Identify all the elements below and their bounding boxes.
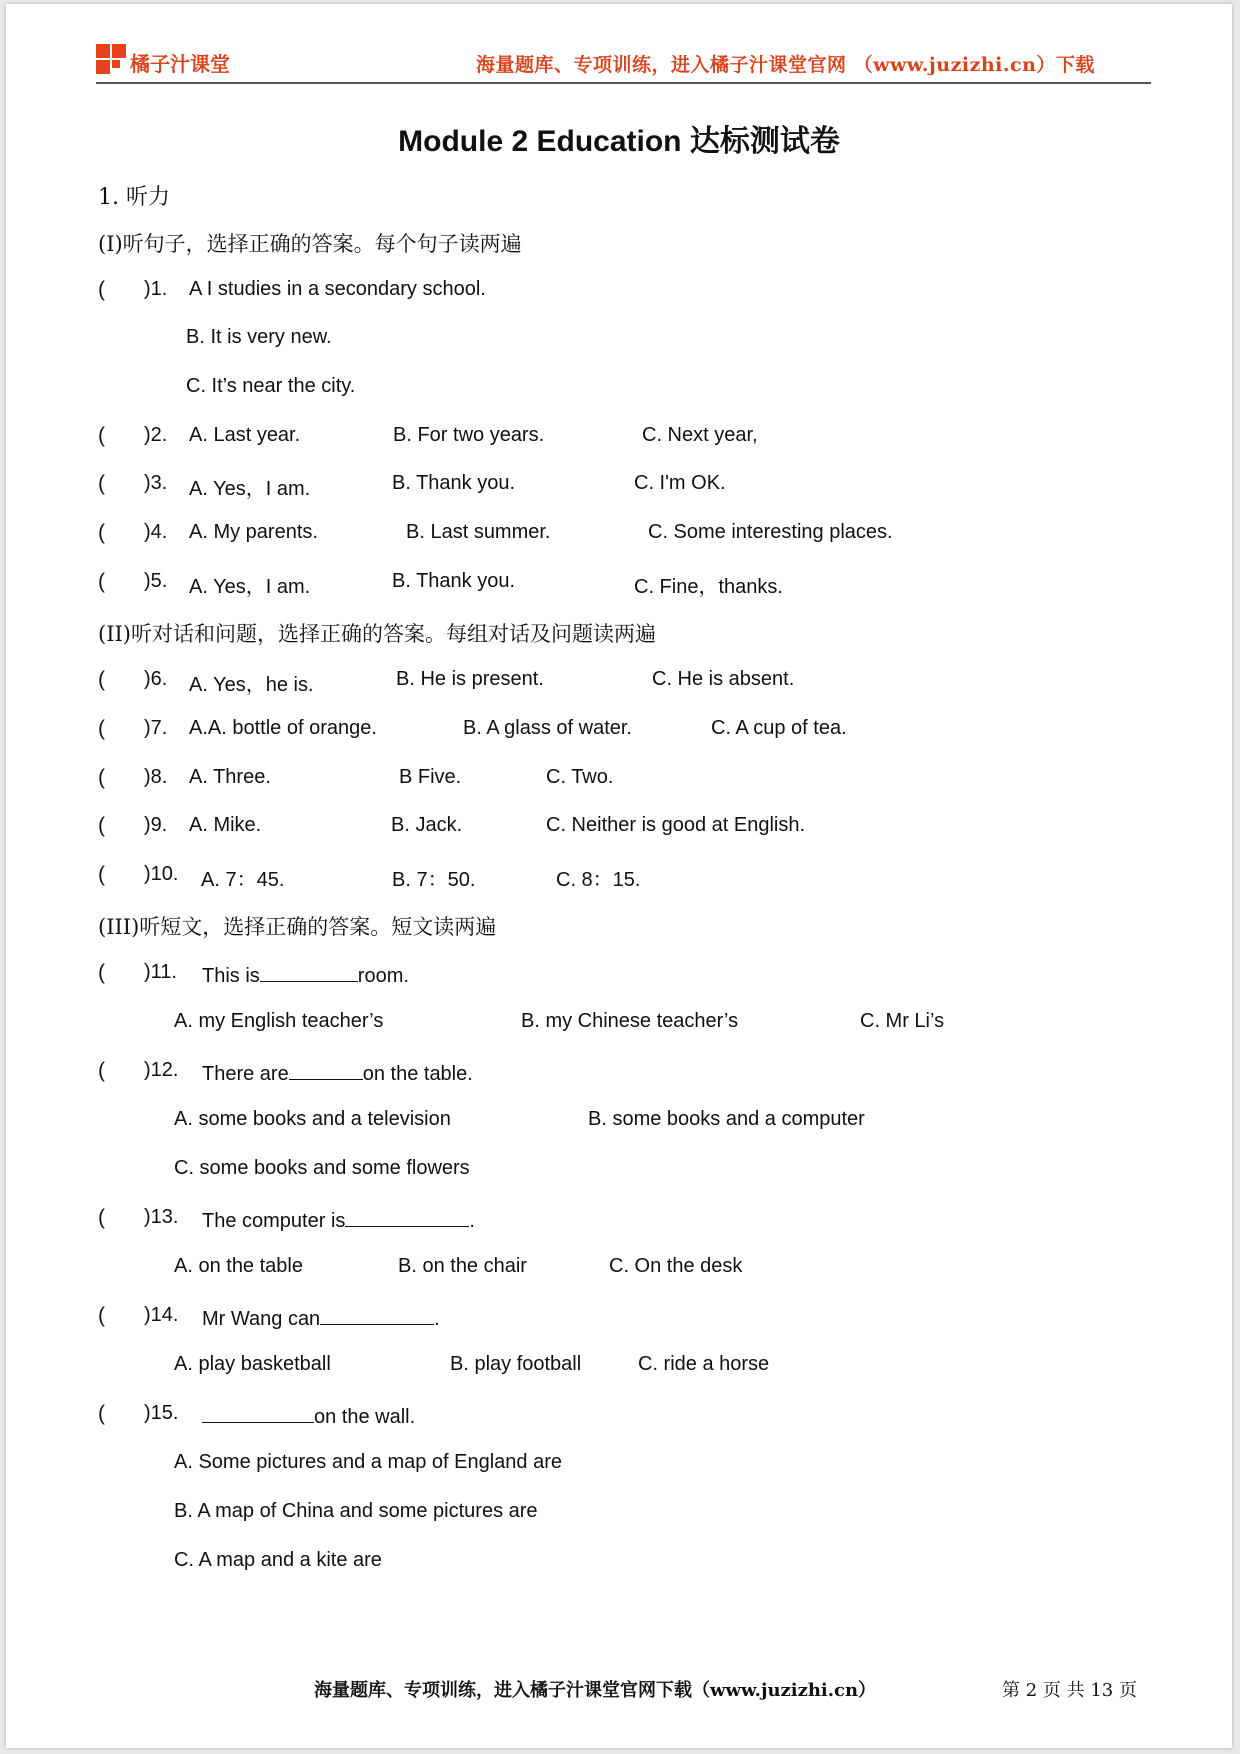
option-a: A. Three. [189,766,271,788]
answer-paren: ( [98,863,105,886]
question-stem [202,961,409,988]
answer-paren: ( [98,570,105,593]
option-a: A. on the table [174,1255,303,1277]
option-b: B. A glass of water. [463,717,632,739]
question-number: )10. [144,863,179,885]
option-a: A. 7：45. [201,869,285,891]
option-c: C. He is absent. [652,668,795,690]
option-c: C. Some interesting places. [648,521,893,543]
question-number: )1. [144,278,168,300]
option-c: C. Mr Li’s [860,1010,945,1032]
answer-paren: ( [98,278,105,301]
part2-instruction: (II)听对话和问题，选择正确的答案。每组对话及问题读两遍 [98,622,656,646]
option-c: C. 8：15. [556,869,641,891]
question-number: )8. [144,766,168,788]
option-a: A. Mike. [189,814,262,836]
answer-paren: ( [98,472,105,495]
option-b: B. play football [450,1353,582,1375]
answer-paren: ( [98,1059,105,1082]
option-b: B. Thank you. [392,472,516,494]
header-slogan: 海量题库、专项训练，进入橘子汁课堂官网 （www.juzizhi.cn）下载 [476,54,1095,76]
stem-text: room. [357,965,409,987]
question-number: )15. [144,1402,179,1424]
question-number: )3. [144,472,168,494]
option-c: C. It’s near the city. [186,375,356,397]
option-c: C. ride a horse [638,1353,770,1375]
answer-paren: ( [98,1206,105,1229]
option-b: B. It is very new. [186,326,332,348]
question-number: )13. [144,1206,179,1228]
option-b: B. my Chinese teacher’s [521,1010,739,1032]
stem-text: . [434,1308,440,1330]
option-a: A. my English teacher’s [174,1010,384,1032]
stem-text: There are [202,1063,289,1085]
answer-paren: ( [98,1304,105,1327]
stem-text: on the table. [362,1063,473,1085]
question-number: )11. [144,961,177,983]
option-b: B. some books and a computer [588,1108,865,1130]
answer-blank [260,961,358,982]
option-b: B. Thank you. [392,570,516,592]
option-b: B. 7：50. [392,869,476,891]
question-stem [202,1059,473,1086]
part1-instruction: (I)听句子，选择正确的答案。每个句子读两遍 [98,232,522,256]
stem-text: The computer is [202,1210,346,1232]
option-c: C. I'm OK. [634,472,726,494]
question-number: )6. [144,668,168,690]
answer-blank [289,1059,363,1080]
section-heading: 1. 听力 [98,185,170,210]
answer-paren: ( [98,1402,105,1425]
question-number: )9. [144,814,168,836]
option-b: B. Jack. [391,814,463,836]
option-a: A. Yes，I am. [189,576,311,598]
option-c: C. Next year, [642,424,758,446]
question-stem [202,1304,440,1331]
option-a: A. Yes，he is. [189,674,314,696]
answer-paren: ( [98,814,105,837]
answer-paren: ( [98,424,105,447]
question-number: )4. [144,521,168,543]
option-a: A. some books and a television [174,1108,451,1130]
option-b: B. For two years. [393,424,545,446]
option-c: C. Neither is good at English. [546,814,806,836]
option-c: C. Fine，thanks. [634,576,783,598]
part3-instruction: (III)听短文，选择正确的答案。短文读两遍 [98,915,497,939]
question-stem [202,1402,415,1429]
option-a: A. Yes，I am. [189,478,311,500]
option-a: A. play basketball [174,1353,331,1375]
option-b: B. Last summer. [406,521,551,543]
question-number: )2. [144,424,168,446]
option-c: C. Two. [546,766,614,788]
brand-name: 橘子汁课堂 [130,52,230,76]
answer-blank [202,1402,314,1423]
option-a: A. Last year. [189,424,301,446]
document-page [6,4,1232,1748]
stem-text: This is [202,965,260,987]
answer-paren: ( [98,668,105,691]
option-a: A. Some pictures and a map of England are [174,1451,563,1473]
option-b: B. A map of China and some pictures are [174,1500,538,1522]
question-number: )12. [144,1059,179,1081]
question-number: )14. [144,1304,179,1326]
stem-text: . [469,1210,475,1232]
option-a: A.A. bottle of orange. [189,717,377,739]
header-divider [96,82,1151,84]
footer-slogan: 海量题库、专项训练，进入橘子汁课堂官网下载（www.juzizhi.cn） [314,1680,877,1701]
option-b: B. on the chair [398,1255,527,1277]
option-a: A I studies in a secondary school. [189,278,486,300]
answer-paren: ( [98,766,105,789]
stem-text: on the wall. [314,1406,416,1428]
stem-text: Mr Wang can [202,1308,321,1330]
question-number: )7. [144,717,168,739]
answer-paren: ( [98,717,105,740]
answer-blank [320,1304,434,1325]
question-stem [202,1206,475,1233]
option-c: C. On the desk [609,1255,743,1277]
question-number: )5. [144,570,168,592]
document-title: Module 2 Education 达标测试卷 [398,125,840,158]
brand-logo-icon [96,44,128,76]
page-number: 第 2 页 共 13 页 [1002,1680,1137,1701]
option-b: B Five. [399,766,462,788]
option-c: C. A cup of tea. [711,717,847,739]
option-a: A. My parents. [189,521,318,543]
option-c: C. some books and some flowers [174,1157,470,1179]
option-b: B. He is present. [396,668,544,690]
answer-paren: ( [98,521,105,544]
option-c: C. A map and a kite are [174,1549,382,1571]
answer-paren: ( [98,961,105,984]
answer-blank [345,1206,469,1227]
